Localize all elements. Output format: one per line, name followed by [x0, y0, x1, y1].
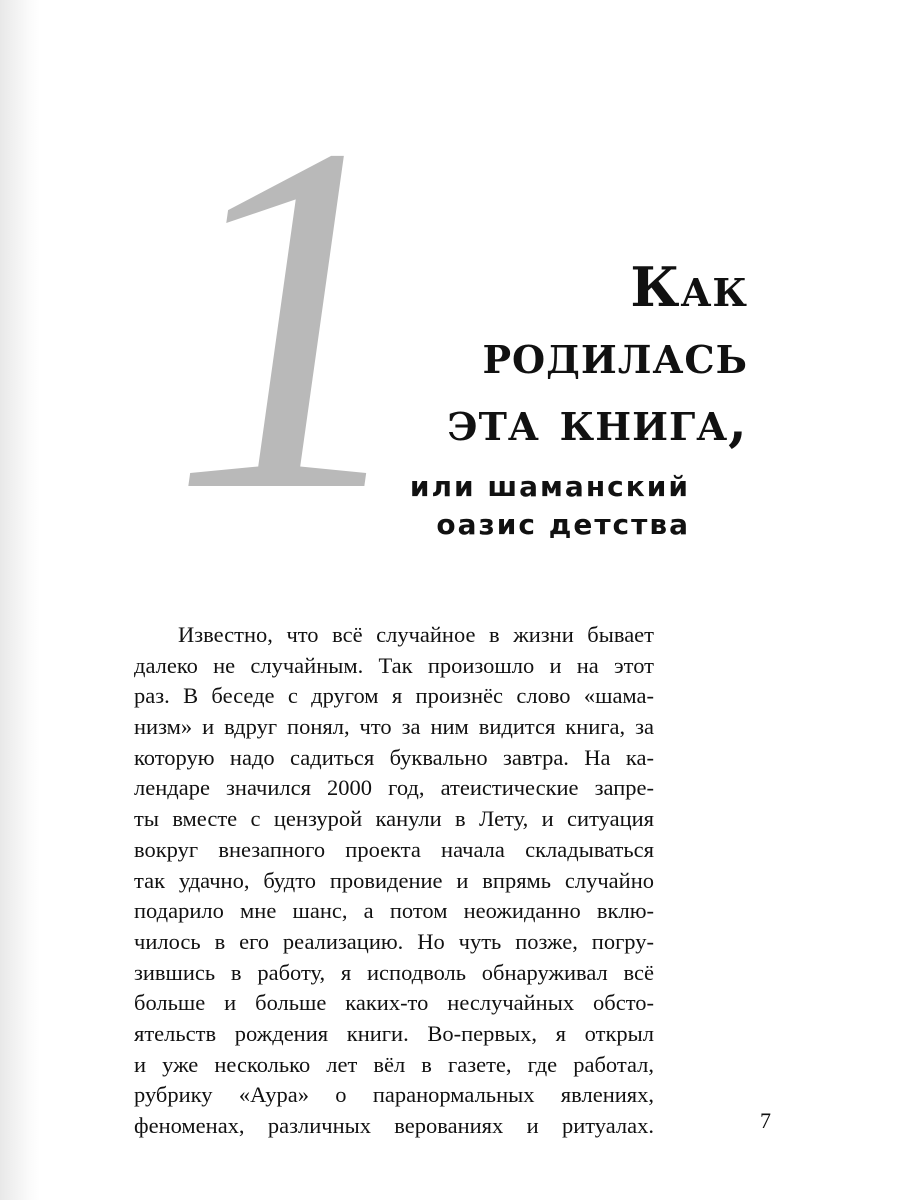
text-line: ятельств рождения книги. Во-первых, я открыл	[134, 1020, 654, 1046]
text-line: ты вместе с цензурой канули в Лету, и ситуация	[134, 806, 654, 832]
text-line: феноменах, различных верованиях и ритуалах.	[134, 1113, 654, 1138]
text-line: вокруг внезапного проекта начала складываться	[134, 836, 654, 862]
text-line: низм» и вдруг понял, что за ним видится книга, за	[134, 714, 654, 740]
body-paragraph	[134, 620, 654, 1142]
text-line: больше и больше каких-то неслучайных обсто-	[134, 990, 654, 1016]
text-line: подарило мне шанс, а потом неожиданно вклю-	[134, 898, 654, 924]
text-line: чилось в его реализацию. Но чуть позже, погру-	[134, 928, 654, 954]
text-line: лендаре значился 2000 год, атеистические запре-	[134, 775, 654, 801]
chapter-subtitle-line: или шаманский	[409, 470, 690, 503]
chapter-subtitle-line: оазис детства	[436, 508, 690, 541]
chapter-number: 1	[129, 41, 457, 595]
page-number: 7	[760, 1108, 771, 1133]
text-line: так удачно, будто провидение и впрямь случайно	[134, 867, 654, 893]
text-line: которую надо садиться буквально завтра. На ка-	[134, 744, 654, 770]
chapter-title-line: эта книга,	[447, 389, 748, 453]
chapter-subtitle	[290, 468, 690, 544]
chapter-title-line: родилась	[482, 322, 748, 386]
text-line: рубрику «Аура» о паранормальных явлениях,	[134, 1082, 654, 1108]
chapter-title	[328, 254, 748, 455]
text-line: далеко не случайным. Так произошло и на этот	[134, 652, 654, 678]
text-line: раз. В беседе с другом я произнёс слово «шама-	[134, 683, 654, 709]
text-line: зившись в работу, я исподволь обнаруживал всё	[134, 959, 654, 985]
text-line: Известно, что всё случайное в жизни бывает	[178, 622, 654, 647]
text-line: и уже несколько лет вёл в газете, где работал,	[134, 1051, 654, 1077]
chapter-title-line: Как	[630, 255, 748, 319]
page-edge-shadow	[0, 0, 40, 1200]
